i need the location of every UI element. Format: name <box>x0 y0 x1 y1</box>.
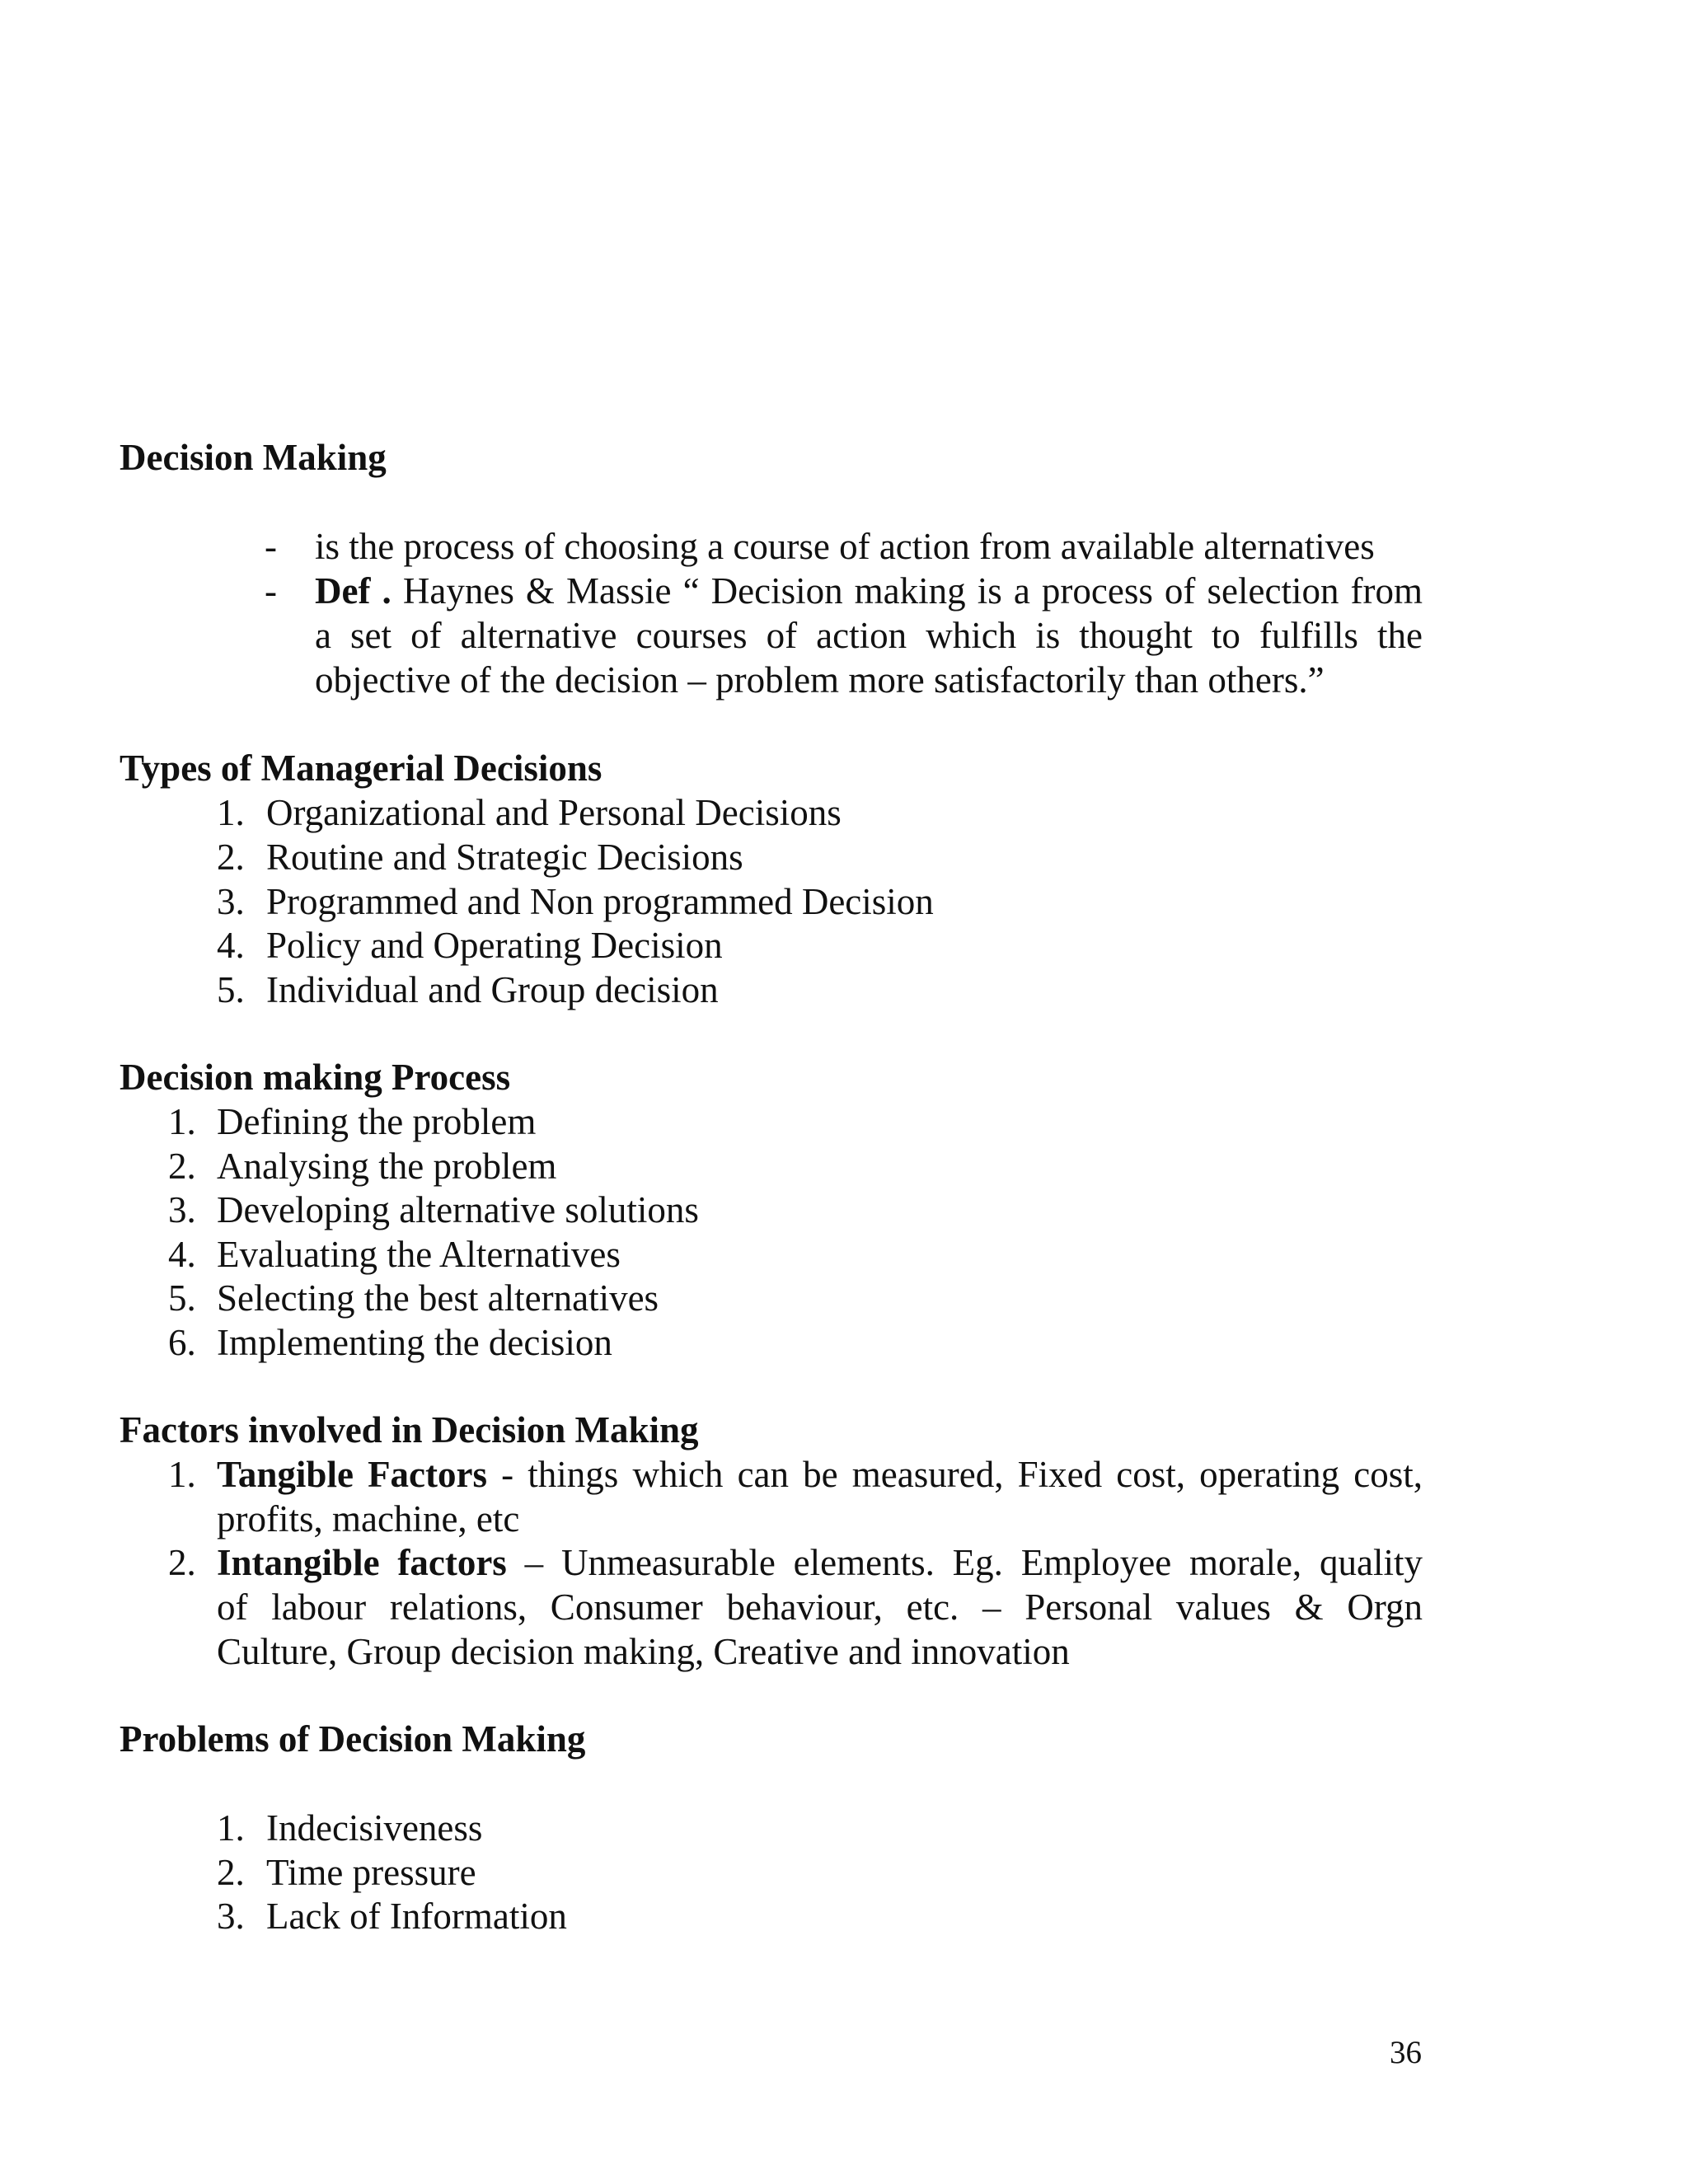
list-number: 2. <box>217 837 245 878</box>
list-number: 4. <box>217 925 245 966</box>
list-item: Indecisiveness <box>266 1807 483 1849</box>
definition-line <box>315 569 1423 613</box>
list-item: Defining the problem <box>217 1101 537 1142</box>
bullet-dash: - <box>265 526 277 567</box>
list-number: 1. <box>217 792 245 833</box>
list-item: Time pressure <box>266 1852 476 1893</box>
list-item: Programmed and Non programmed Decision <box>266 881 934 922</box>
factor-line <box>217 1541 1423 1585</box>
list-item: Analysing the problem <box>217 1146 557 1187</box>
bullet-dash: - <box>265 570 277 612</box>
list-item: Lack of Information <box>266 1896 567 1937</box>
list-item: Developing alternative solutions <box>217 1189 699 1230</box>
list-item: Selecting the best alternatives <box>217 1277 659 1319</box>
factor-text: - things which can be measured, Fixed cost, operating cost, <box>487 1454 1423 1495</box>
list-number: 5. <box>168 1277 196 1319</box>
definition-line: a set of alternative courses of action which is thought to fulfills the <box>315 615 1423 656</box>
section-heading-process: Decision making Process <box>120 1057 511 1098</box>
list-number: 6. <box>168 1322 196 1363</box>
list-item: Policy and Operating Decision <box>266 925 723 966</box>
list-number: 3. <box>217 881 245 922</box>
section-heading-factors: Factors involved in Decision Making <box>120 1409 699 1451</box>
definition-label: Def . <box>315 570 392 612</box>
list-number: 2. <box>168 1146 196 1187</box>
list-item: Evaluating the Alternatives <box>217 1234 621 1275</box>
factor-line: Culture, Group decision making, Creative and innovation <box>217 1631 1070 1672</box>
bullet-text: is the process of choosing a course of action from available alternatives <box>315 526 1375 567</box>
list-number: 2. <box>217 1852 245 1893</box>
list-number: 3. <box>217 1896 245 1937</box>
list-number: 5. <box>217 969 245 1010</box>
section-heading-decision-making: Decision Making <box>120 437 387 478</box>
list-item: Implementing the decision <box>217 1322 612 1363</box>
list-number: 1. <box>217 1807 245 1849</box>
list-item: Individual and Group decision <box>266 969 719 1010</box>
list-item: Organizational and Personal Decisions <box>266 792 842 833</box>
factor-line <box>217 1453 1423 1497</box>
list-number: 1. <box>168 1454 196 1495</box>
factor-label: Intangible factors <box>217 1542 507 1583</box>
page-number: 36 <box>1390 2035 1422 2070</box>
section-heading-types: Types of Managerial Decisions <box>120 748 603 789</box>
factor-line: profits, machine, etc <box>217 1498 520 1540</box>
list-item: Routine and Strategic Decisions <box>266 837 743 878</box>
list-number: 2. <box>168 1542 196 1583</box>
section-heading-problems: Problems of Decision Making <box>120 1718 586 1760</box>
factor-line: of labour relations, Consumer behaviour, etc. – Personal values & Orgn <box>217 1586 1423 1628</box>
list-number: 3. <box>168 1189 196 1230</box>
list-number: 1. <box>168 1101 196 1142</box>
list-number: 4. <box>168 1234 196 1275</box>
factor-label: Tangible Factors <box>217 1454 487 1495</box>
definition-text: Haynes & Massie “ Decision making is a process of selection from <box>402 570 1423 612</box>
definition-line: objective of the decision – problem more satisfactorily than others.” <box>315 659 1325 701</box>
factor-text: – Unmeasurable elements. Eg. Employee morale, quality <box>506 1542 1423 1583</box>
